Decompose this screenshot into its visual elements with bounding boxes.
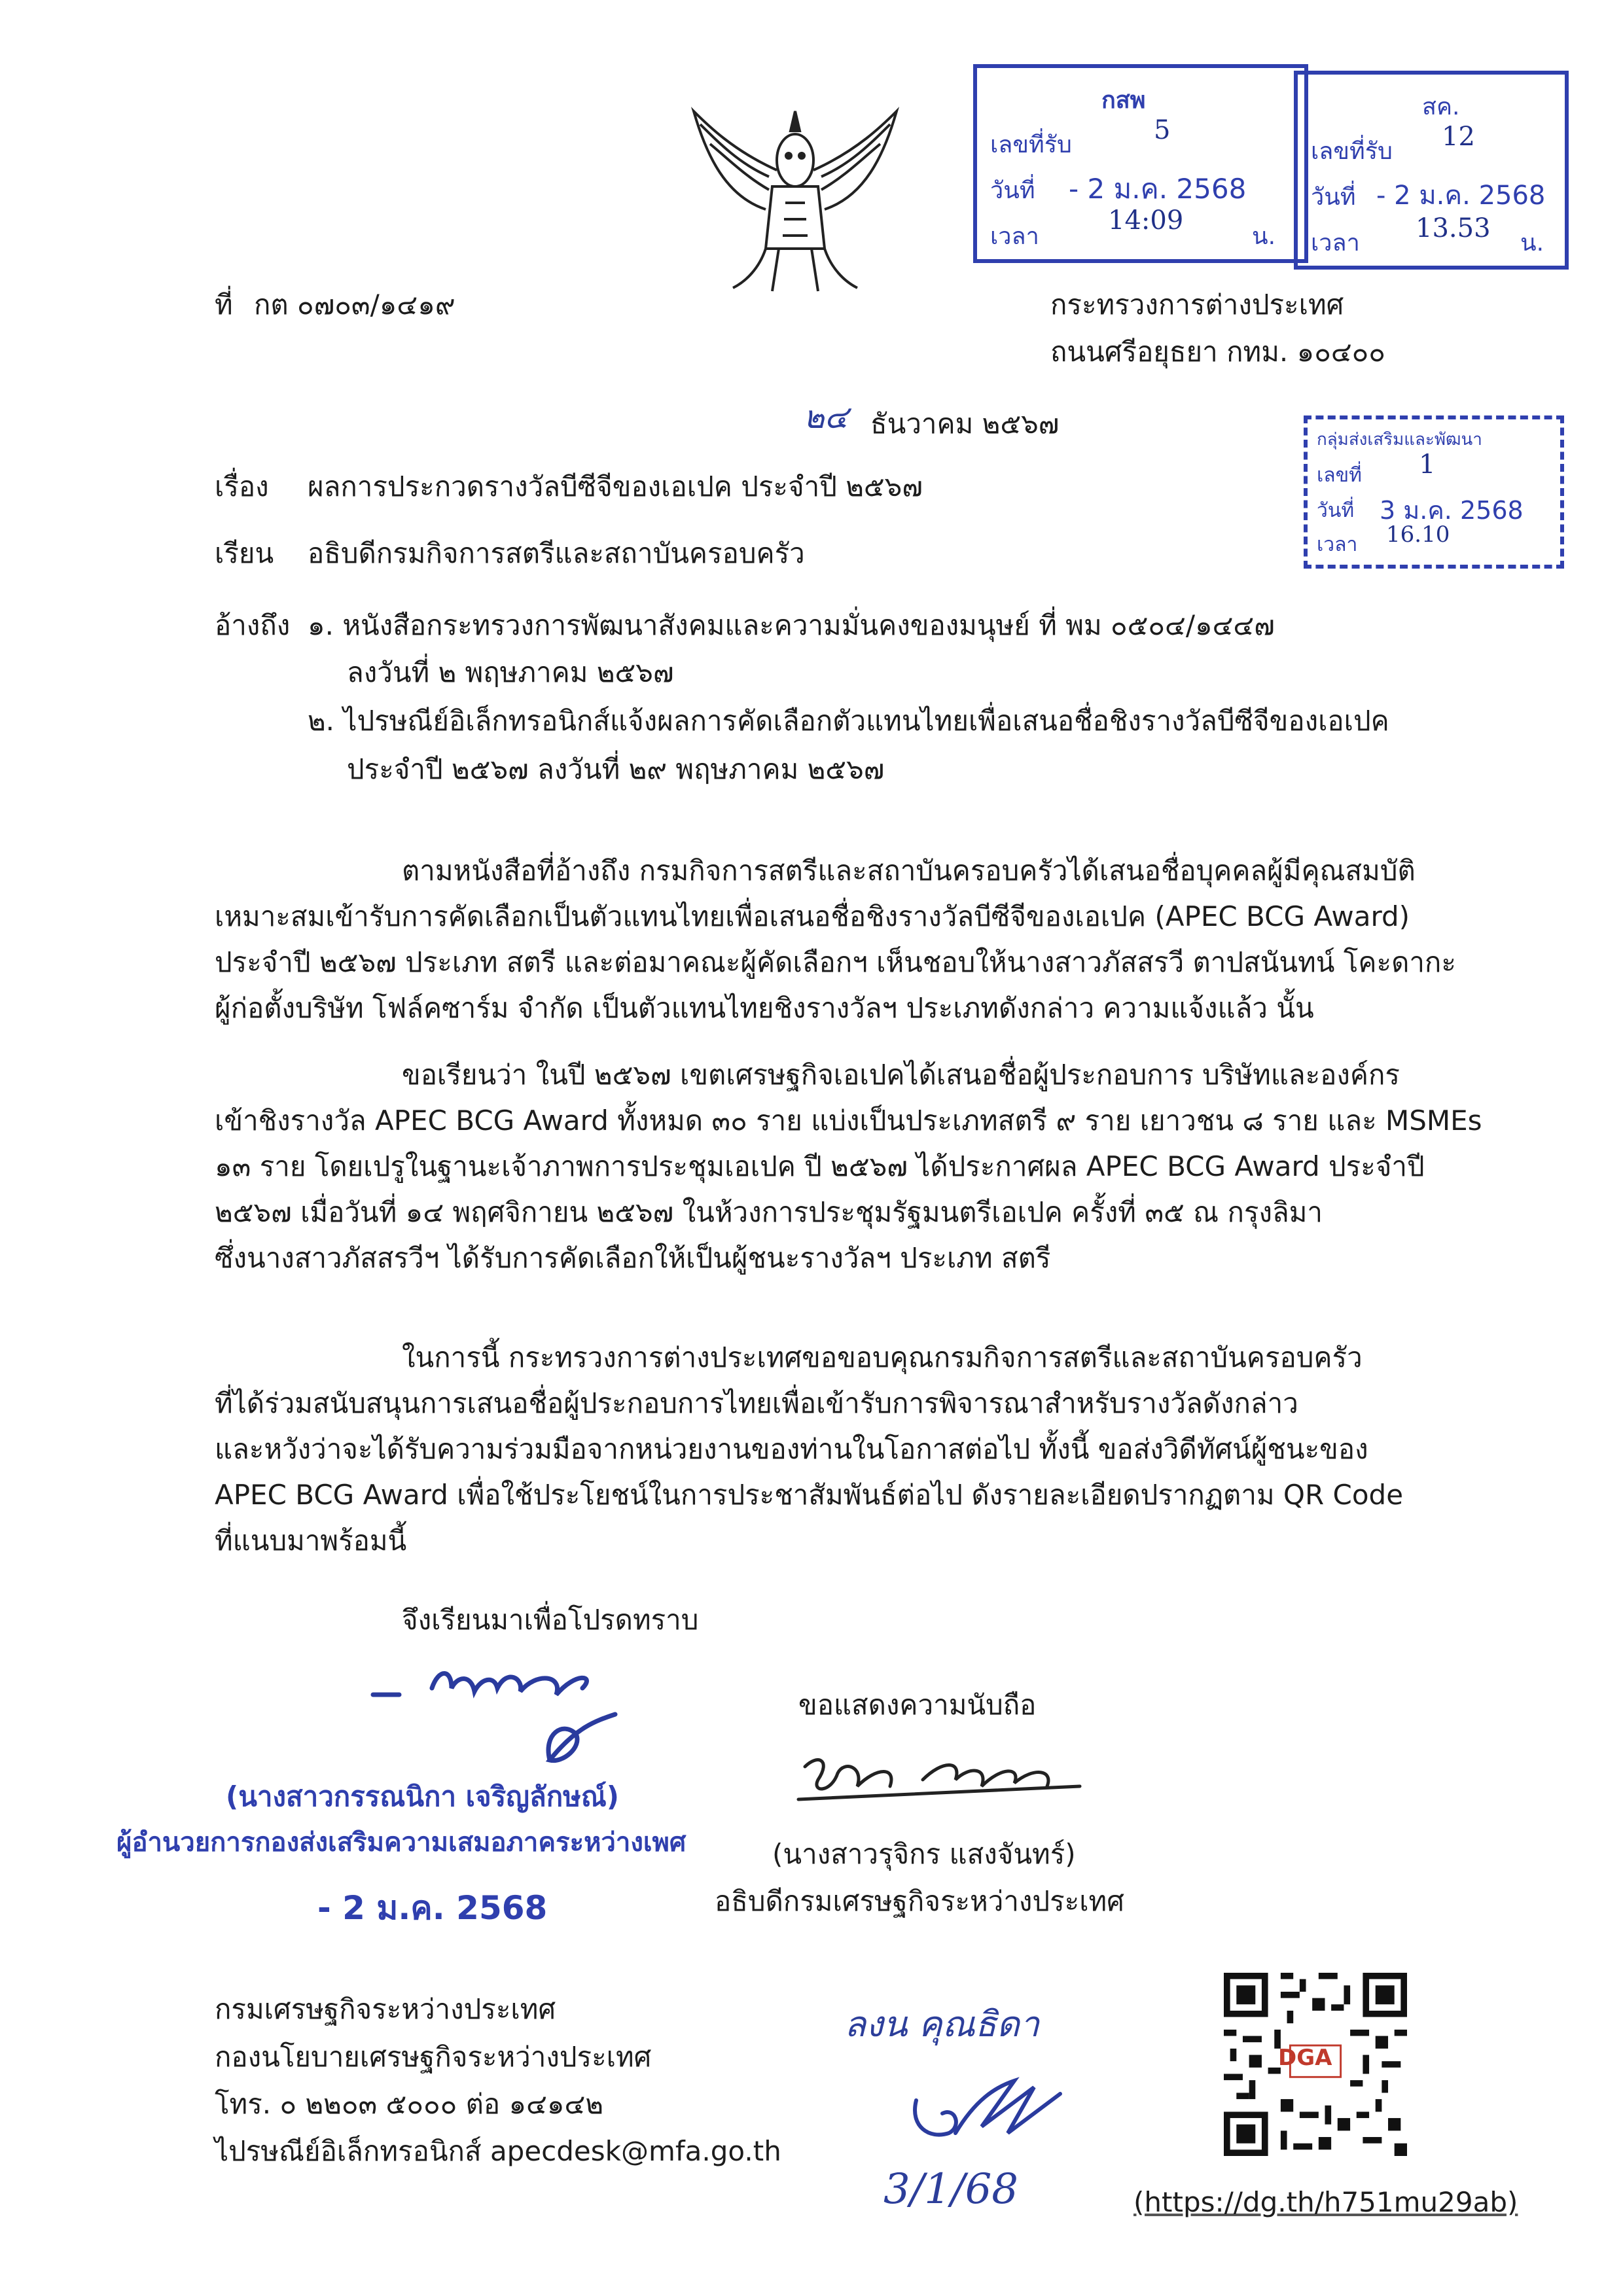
stamp-number-label: เลขที่รับ bbox=[1311, 138, 1393, 165]
paragraph-line: ที่ได้ร่วมสนับสนุนการเสนอชื่อผู้ประกอบการไทยเพื่อเข้ารับการพิจารณาสำหรับรางวัลดังกล่าว bbox=[215, 1387, 1298, 1419]
stamp-date-label: วันที่ bbox=[1311, 184, 1356, 211]
ref-number: กต ๐๗๐๓/๑๔๑๙ bbox=[254, 289, 455, 321]
stamp-title: กสพ bbox=[1101, 87, 1146, 114]
receipt-stamp-3 bbox=[1304, 415, 1564, 569]
handwritten-note-name: ลงน คุณธิดา bbox=[844, 2004, 1040, 2045]
paragraph-line: ๑๓ ราย โดยเปรูในฐานะเจ้าภาพการประชุมเอเปค ปี ๒๕๖๗ ได้ประกาศผล APEC BCG Award ประจำปี bbox=[215, 1150, 1425, 1182]
internal-stamp-title: ผู้อำนวยการกองส่งเสริมความเสมอภาคระหว่างเพศ bbox=[116, 1828, 687, 1858]
to-label: เรียน bbox=[215, 537, 274, 569]
subject-text: ผลการประกวดรางวัลบีซีจีของเอเปค ประจำปี ๒๕๖๗ bbox=[308, 470, 923, 503]
handwritten-note-date: 3/1/68 bbox=[883, 2165, 1018, 2214]
date-day: ๒๔ bbox=[804, 399, 848, 436]
stamp-time-label: เวลา bbox=[990, 223, 1039, 250]
stamp-date-label: วันที่ bbox=[990, 177, 1035, 204]
reference-2-line1: ๒. ไปรษณีย์อิเล็กทรอนิกส์แจ้งผลการคัดเลือกตัวแทนไทยเพื่อเสนอชื่อชิงรางวัลบีซีจีของเอเปค bbox=[308, 705, 1389, 737]
paragraph-line: ตามหนังสือที่อ้างถึง กรมกิจการสตรีและสถาบันครอบครัวได้เสนอชื่อบุคคลผู้มีคุณสมบัติ bbox=[402, 855, 1416, 887]
paragraph-line: ที่แนบมาพร้อมนี้ bbox=[215, 1525, 407, 1557]
paragraph-line: APEC BCG Award เพื่อใช้ประโยชน์ในการประชาสัมพันธ์ต่อไป ดังรายละเอียดปรากฏตาม QR Code bbox=[215, 1479, 1404, 1511]
body-paragraph-2 bbox=[215, 1052, 1482, 1281]
paragraph-line: และหวังว่าจะได้รับความร่วมมือจากหน่วยงานของท่านในโอกาสต่อไป ทั้งนี้ ขอส่งวิดีทัศน์ผู้ชนะของ bbox=[215, 1433, 1368, 1465]
paragraph-line: ขอเรียนว่า ในปี ๒๕๖๗ เขตเศรษฐกิจเอเปคได้เสนอชื่อผู้ประกอบการ บริษัทและองค์กร bbox=[402, 1059, 1400, 1091]
footer-department: กรมเศรษฐกิจระหว่างประเทศ bbox=[215, 1993, 556, 2025]
reference-1-line2: ลงวันที่ ๒ พฤษภาคม ๒๕๖๗ bbox=[347, 656, 674, 688]
body-paragraph-1 bbox=[215, 848, 1456, 1031]
stamp-time-value: 14:09 bbox=[1108, 205, 1184, 236]
stamp-number-value: 1 bbox=[1419, 450, 1436, 480]
paragraph-line: เหมาะสมเข้ารับการคัดเลือกเป็นตัวแทนไทยเพื่อเสนอชื่อชิงรางวัลบีซีจีของเอเปค (APEC BCG Award) bbox=[215, 900, 1410, 932]
internal-stamp-name: (นางสาวกรรณนิกา เจริญลักษณ์) bbox=[226, 1780, 619, 1812]
stamp-time-label: เวลา bbox=[1311, 230, 1360, 256]
stamp-time-value: 13.53 bbox=[1416, 213, 1491, 243]
handwritten-scribble bbox=[903, 2061, 1073, 2153]
org-name: กระทรวงการต่างประเทศ bbox=[1050, 289, 1344, 321]
stamp-number-label: เลขที่รับ bbox=[990, 132, 1072, 158]
regards-text: ขอแสดงความนับถือ bbox=[798, 1689, 1037, 1721]
signatory-name: (นางสาวรุจิกร แสงจันทร์) bbox=[772, 1838, 1076, 1870]
handwritten-initials bbox=[366, 1649, 668, 1780]
footer-phone: โทร. ๐ ๒๒๐๓ ๕๐๐๐ ต่อ ๑๔๑๔๒ bbox=[215, 2088, 604, 2120]
internal-stamp-date: - 2 ม.ค. 2568 bbox=[317, 1889, 548, 1927]
org-address: ถนนศรีอยุธยา กทม. ๑๐๔๐๐ bbox=[1050, 336, 1385, 368]
stamp-date-label: วันที่ bbox=[1317, 499, 1355, 522]
paragraph-line: ในการนี้ กระทรวงการต่างประเทศขอขอบคุณกรมกิจการสตรีและสถาบันครอบครัว bbox=[402, 1341, 1363, 1373]
stamp-date-value: - 2 ม.ค. 2568 bbox=[1069, 173, 1247, 205]
receipt-stamp-1 bbox=[973, 64, 1308, 263]
stamp-time-unit: น. bbox=[1520, 230, 1544, 256]
paragraph-line: เข้าชิงรางวัล APEC BCG Award ทั้งหมด ๓๐ ราย แบ่งเป็นประเภทสตรี ๙ ราย เยาวชน ๘ ราย และ MSMEs bbox=[215, 1104, 1482, 1137]
qr-logo: DGA bbox=[1278, 2045, 1332, 2071]
stamp-time-label: เวลา bbox=[1317, 533, 1358, 556]
stamp-time-value: 16.10 bbox=[1386, 521, 1450, 548]
qr-link[interactable]: (https://dg.th/h751mu29ab) bbox=[1133, 2186, 1518, 2218]
stamp-title: สค. bbox=[1422, 94, 1460, 120]
stamp-number-value: 5 bbox=[1154, 115, 1171, 145]
paragraph-line: ซึ่งนางสาวภัสสรวีฯ ได้รับการคัดเลือกให้เป็นผู้ชนะรางวัลฯ ประเภท สตรี bbox=[215, 1242, 1051, 1274]
stamp-number-label: เลขที่ bbox=[1317, 464, 1362, 487]
ref-label: ที่ bbox=[215, 289, 233, 321]
stamp-date-value: 3 ม.ค. 2568 bbox=[1380, 496, 1524, 525]
reference-1-line1: ๑. หนังสือกระทรวงการพัฒนาสังคมและความมั่นคงของมนุษย์ ที่ พม ๐๕๐๔/๑๔๔๗ bbox=[308, 609, 1275, 641]
signatory-title: อธิบดีกรมเศรษฐกิจระหว่างประเทศ bbox=[715, 1885, 1124, 1917]
stamp-date-value: - 2 ม.ค. 2568 bbox=[1376, 181, 1546, 211]
reference-2-line2: ประจำปี ๒๕๖๗ ลงวันที่ ๒๙ พฤษภาคม ๒๕๖๗ bbox=[347, 753, 885, 785]
footer-email: ไปรษณีย์อิเล็กทรอนิกส์ apecdesk@mfa.go.th bbox=[215, 2135, 781, 2167]
footer-division: กองนโยบายเศรษฐกิจระหว่างประเทศ bbox=[215, 2041, 652, 2073]
receipt-stamp-2 bbox=[1294, 71, 1569, 270]
subject-label: เรื่อง bbox=[215, 470, 269, 503]
stamp-time-unit: น. bbox=[1252, 223, 1276, 250]
body-paragraph-3 bbox=[215, 1335, 1403, 1564]
paragraph-line: ๒๕๖๗ เมื่อวันที่ ๑๔ พฤศจิกายน ๒๕๖๗ ในห้วงการประชุมรัฐมนตรีเอเปค ครั้งที่ ๓๕ ณ กรุงลิมา bbox=[215, 1196, 1323, 1228]
garuda-emblem bbox=[687, 98, 903, 301]
to-text: อธิบดีกรมกิจการสตรีและสถาบันครอบครัว bbox=[308, 537, 805, 569]
paragraph-line: ผู้ก่อตั้งบริษัท โฟล์คซาร์ม จำกัด เป็นตัวแทนไทยชิงรางวัลฯ ประเภทดังกล่าว ความแจ้งแล้ว นั้น bbox=[215, 992, 1314, 1024]
signature-graphic bbox=[792, 1740, 1093, 1812]
closing-line: จึงเรียนมาเพื่อโปรดทราบ bbox=[402, 1604, 699, 1636]
date-month-year: ธันวาคม ๒๕๖๗ bbox=[870, 408, 1060, 440]
stamp-number-value: 12 bbox=[1442, 122, 1475, 152]
paragraph-line: ประจำปี ๒๕๖๗ ประเภท สตรี และต่อมาคณะผู้คัดเลือกฯ เห็นชอบให้นางสาวภัสสรวี ตาปสนันทน์ โคะดากะ bbox=[215, 946, 1456, 978]
reference-label: อ้างถึง bbox=[215, 609, 291, 641]
stamp-title: กลุ่มส่งเสริมและพัฒนา bbox=[1317, 430, 1482, 450]
